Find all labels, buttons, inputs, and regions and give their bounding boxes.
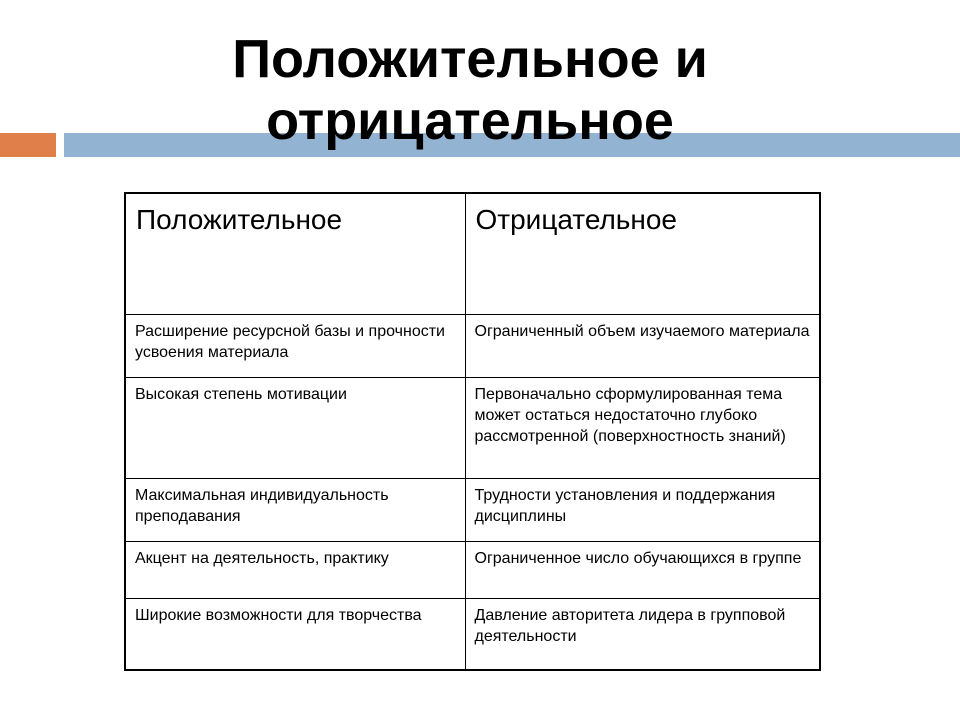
cell-positive: Широкие возможности для творчества — [125, 599, 465, 671]
cell-negative: Первоначально сформулированная тема может остаться недостаточно глубоко рассмотренной (поверхностность знаний) — [465, 378, 820, 479]
cell-negative: Трудности установления и поддержания дисциплины — [465, 479, 820, 542]
table-row — [125, 479, 820, 542]
header-positive: Положительное — [125, 193, 465, 315]
table-header-row — [125, 193, 820, 315]
cell-positive: Акцент на деятельность, практику — [125, 542, 465, 599]
cell-positive: Расширение ресурсной базы и прочности усвоения материала — [125, 315, 465, 378]
slide-title-line-2: отрицательное — [266, 91, 674, 151]
table-row — [125, 315, 820, 378]
table-row — [125, 542, 820, 599]
cell-negative: Ограниченное число обучающихся в группе — [465, 542, 820, 599]
header-negative: Отрицательное — [465, 193, 820, 315]
slide-title — [90, 28, 850, 152]
comparison-table — [124, 192, 821, 671]
cell-positive: Максимальная индивидуальность преподавания — [125, 479, 465, 542]
slide-title-line-1: Положительное и — [232, 29, 708, 89]
table-row — [125, 599, 820, 671]
cell-negative: Давление авторитета лидера в групповой деятельности — [465, 599, 820, 671]
table-row — [125, 378, 820, 479]
accent-bar-orange — [0, 133, 56, 157]
cell-positive: Высокая степень мотивации — [125, 378, 465, 479]
cell-negative: Ограниченный объем изучаемого материала — [465, 315, 820, 378]
